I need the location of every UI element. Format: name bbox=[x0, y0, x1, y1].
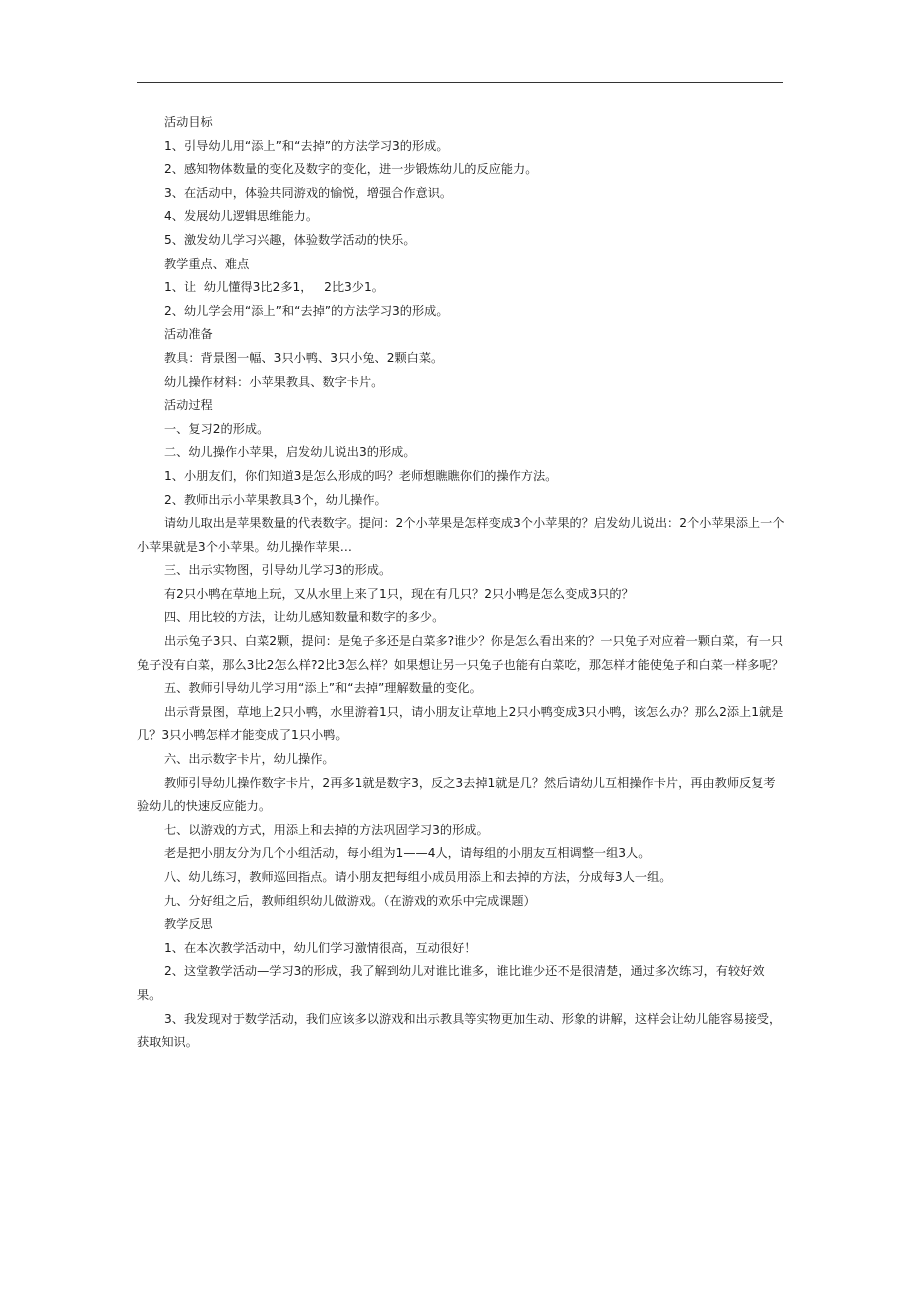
paragraph: 请幼儿取出是苹果数量的代表数字。提问：2个小苹果是怎样变成3个小苹果的？启发幼儿说出：2个小苹果添上一个小苹果就是3个小苹果。幼儿操作苹果… bbox=[137, 516, 785, 554]
paragraph: 4、发展幼儿逻辑思维能力。 bbox=[164, 209, 319, 224]
section-heading-reflection: 教学反思 bbox=[164, 917, 213, 932]
paragraph: 四、用比较的方法，让幼儿感知数量和数字的多少。 bbox=[164, 610, 445, 625]
header-rule bbox=[137, 82, 783, 83]
paragraph: 1、让 幼儿懂得3比2多1， 2比3少1。 bbox=[164, 280, 384, 295]
paragraph: 2、这堂教学活动—学习3的形成，我了解到幼儿对谁比谁多，谁比谁少还不是很清楚，通过多次练习，有较好效果。 bbox=[137, 964, 765, 1002]
paragraph: 5、激发幼儿学习兴趣，体验数学活动的快乐。 bbox=[164, 232, 416, 247]
paragraph: 有2只小鸭在草地上玩，又从水里上来了1只，现在有几只？2只小鸭是怎么变成3只的？ bbox=[164, 586, 634, 601]
paragraph: 1、小朋友们，你们知道3是怎么形成的吗？老师想瞧瞧你们的操作方法。 bbox=[164, 468, 558, 483]
section-heading-preparation: 活动准备 bbox=[164, 327, 213, 342]
paragraph: 五、教师引导幼儿学习用“添上”和“去掉”理解数量的变化。 bbox=[164, 681, 482, 696]
paragraph: 2、感知物体数量的变化及数字的变化，进一步锻炼幼儿的反应能力。 bbox=[164, 162, 538, 177]
paragraph: 出示背景图，草地上2只小鸭，水里游着1只，请小朋友让草地上2只小鸭变成3只小鸭，该怎么办？那么2添上1就是几？3只小鸭怎样才能变成了1只小鸭。 bbox=[137, 704, 784, 743]
paragraph: 二、幼儿操作小苹果，启发幼儿说出3的形成。 bbox=[164, 445, 416, 460]
section-heading-goals: 活动目标 bbox=[164, 115, 213, 129]
paragraph: 老是把小朋友分为几个小组活动，每小组为1——4人，请每组的小朋友互相调整一组3人。 bbox=[164, 846, 651, 861]
paragraph: 七、以游戏的方式，用添上和去掉的方法巩固学习3的形成。 bbox=[164, 822, 489, 837]
section-heading-process: 活动过程 bbox=[164, 398, 213, 413]
paragraph: 出示兔子3只、白菜2颗，提问：是兔子多还是白菜多?谁少？你是怎么看出来的？一只兔子对应着一颗白菜，有一只兔子没有白菜，那么3比2怎么样?2比3怎么样？如果想让另一只兔子也能有白菜吃，那怎样才能使兔子和白菜一样多呢？ bbox=[137, 634, 784, 672]
paragraph: 1、在本次教学活动中，幼儿们学习激情很高，互动很好！ bbox=[164, 940, 477, 955]
paragraph: 九、分好组之后，教师组织幼儿做游戏。（在游戏的欢乐中完成课题） bbox=[164, 893, 536, 908]
paragraph: 三、出示实物图，引导幼儿学习3的形成。 bbox=[164, 563, 392, 578]
paragraph: 六、出示数字卡片，幼儿操作。 bbox=[164, 752, 335, 767]
paragraph: 3、我发现对于数学活动，我们应该多以游戏和出示教具等实物更加生动、形象的讲解，这样会让幼儿能容易接受，获取知识。 bbox=[137, 1011, 782, 1050]
section-heading-key-points: 教学重点、难点 bbox=[164, 256, 250, 271]
document-body bbox=[137, 111, 785, 1055]
paragraph: 教师引导幼儿操作数字卡片，2再多1就是数字3，反之3去掉1就是几？然后请幼儿互相操作卡片，再由教师反复考验幼儿的快速反应能力。 bbox=[137, 775, 776, 814]
paragraph: 幼儿操作材料：小苹果教具、数字卡片。 bbox=[164, 374, 384, 389]
paragraph: 3、在活动中，体验共同游戏的愉悦，增强合作意识。 bbox=[164, 185, 453, 200]
paragraph: 八、幼儿练习，教师巡回指点。请小朋友把每组小成员用添上和去掉的方法，分成每3人一组。 bbox=[164, 870, 672, 884]
paragraph: 2、幼儿学会用“添上”和“去掉”的方法学习3的形成。 bbox=[164, 303, 449, 318]
paragraph: 1、引导幼儿用“添上”和“去掉”的方法学习3的形成。 bbox=[164, 138, 449, 153]
paragraph: 2、教师出示小苹果教具3个，幼儿操作。 bbox=[164, 492, 387, 507]
paragraph: 一、复习2的形成。 bbox=[164, 421, 270, 436]
paragraph: 教具：背景图一幅、3只小鸭、3只小兔、2颗白菜。 bbox=[164, 350, 444, 365]
